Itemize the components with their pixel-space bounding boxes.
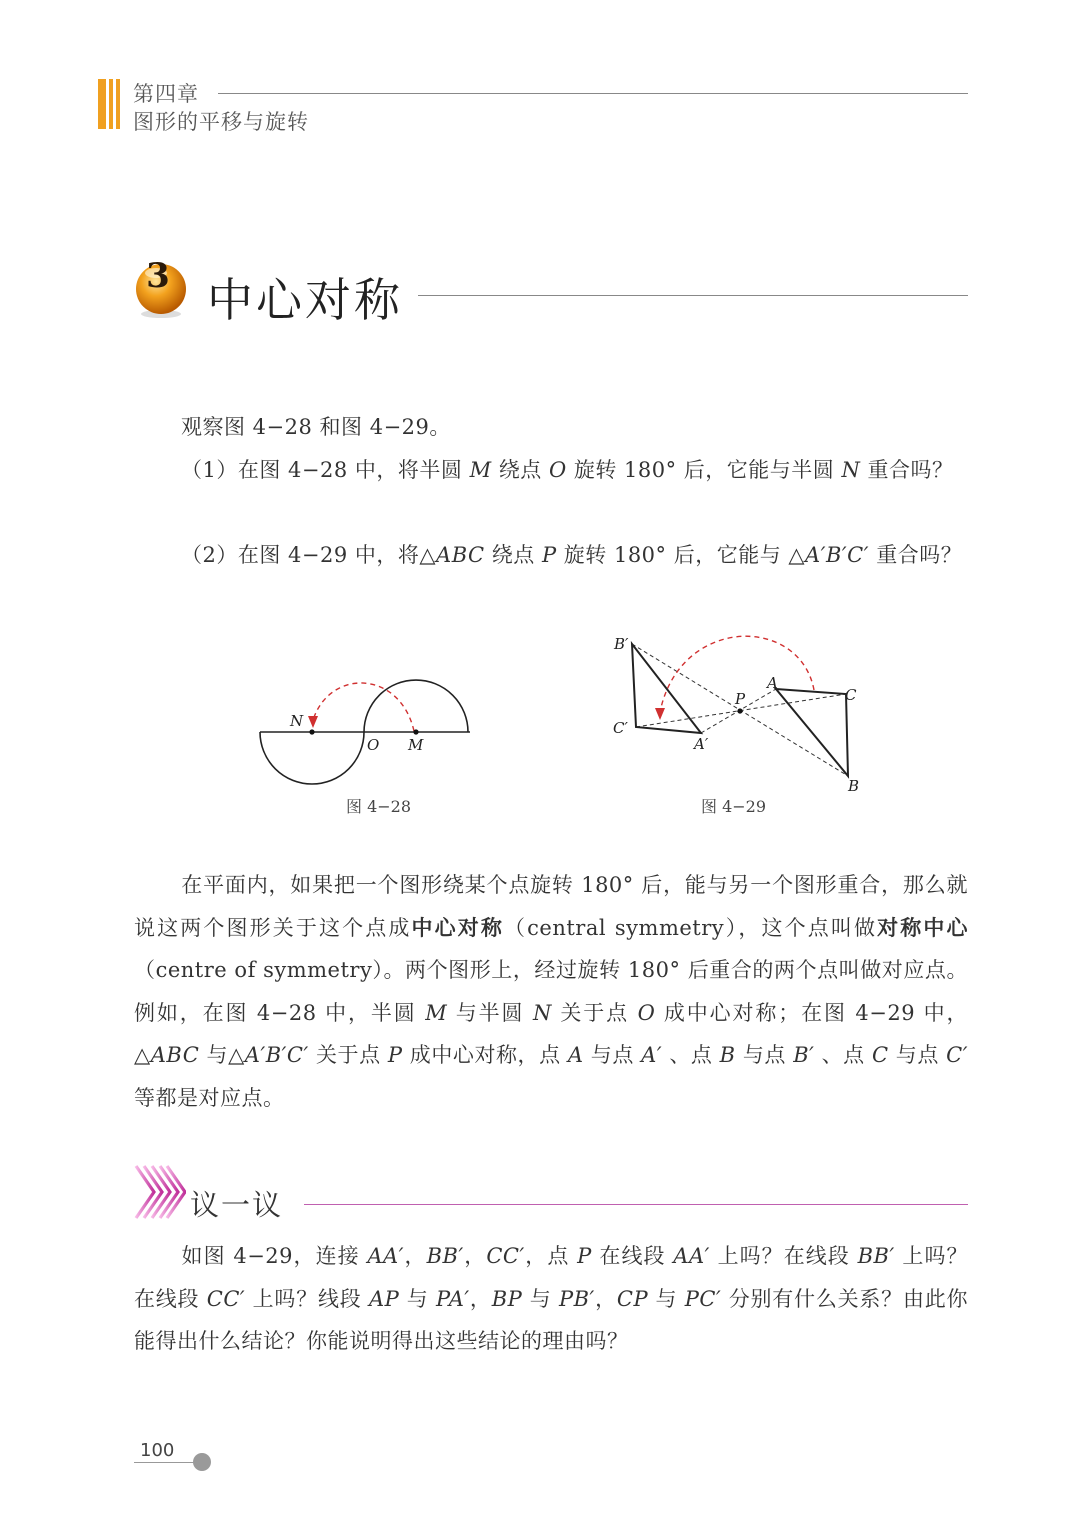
- discuss-rule: [304, 1204, 968, 1205]
- intro-line: 观察图 4−28 和图 4−29。: [181, 415, 451, 439]
- label-B-prime: B′: [614, 635, 629, 653]
- discuss-paragraph: 如图 4−29，连接 AA′，BB′，CC′，点 P 在线段 AA′ 上吗？在线段 BB′ 上吗？在线段 CC′ 上吗？线段 AP 与 PA′，BP 与 PB′，CP 与 PC′ 分别有什么关系？由此你能得出什么结论？你能说明得出这些结论的理由吗？: [134, 1244, 969, 1353]
- label-C-prime: C′: [613, 719, 628, 737]
- label-C: C: [845, 686, 857, 704]
- label-B: B: [848, 777, 860, 795]
- question-1: （1）在图 4−28 中，将半圆 M 绕点 O 旋转 180° 后，它能与半圆 N 重合吗？: [181, 458, 954, 482]
- section-rule: [418, 295, 968, 296]
- definition-paragraph: 在平面内，如果把一个图形绕某个点旋转 180° 后，能与另一个图形重合，那么就说这两个图形关于这个点成中心对称（central symmetry），这个点叫做对称中心（centre of symmetry）。两个图形上，经过旋转 180° 后重合的两个点叫做对应点。例如，在图 4−28 中，半圆 M 与半圆 N 关于点 O 成中心对称；在图 4−29 中，△ABC 与△A′B′C′ 关于点 P 成中心对称，点 A 与点 A′ 、点 B 与点 B′ 、点 C 与点 C′ 等都是对应点。: [134, 873, 969, 1110]
- chapter-title: 图形的平移与旋转: [133, 110, 309, 134]
- figure-4-29-caption: 图 4−29: [701, 797, 767, 816]
- label-M: M: [408, 736, 424, 754]
- figure-4-28: [250, 665, 480, 795]
- question-2: （2）在图 4−29 中，将△ABC 绕点 P 旋转 180° 后，它能与 △A′B′C′ 重合吗？: [181, 543, 963, 567]
- label-A: A: [767, 674, 778, 692]
- page-dot-icon: [193, 1453, 211, 1471]
- label-O: O: [367, 736, 380, 754]
- discuss-chevrons-icon: [134, 1162, 186, 1222]
- page-number-rule: [134, 1462, 196, 1463]
- term-central-symmetry: 中心对称: [411, 915, 505, 940]
- section-title: 中心对称: [207, 273, 403, 327]
- term-centre-of-symmetry: 对称中心: [877, 915, 969, 940]
- label-N: N: [290, 712, 304, 730]
- figure-4-28-caption: 图 4−28: [346, 797, 412, 816]
- discuss-title: 议一议: [190, 1188, 284, 1222]
- section-number: 3: [146, 256, 170, 296]
- label-A-prime: A′: [694, 735, 709, 753]
- label-P: P: [735, 690, 746, 708]
- chapter-label: 第四章: [133, 82, 199, 106]
- page-number: 100: [140, 1440, 175, 1461]
- header-rule: [218, 93, 968, 94]
- chapter-marker-bars: [98, 79, 120, 129]
- figure-4-29: [605, 625, 875, 795]
